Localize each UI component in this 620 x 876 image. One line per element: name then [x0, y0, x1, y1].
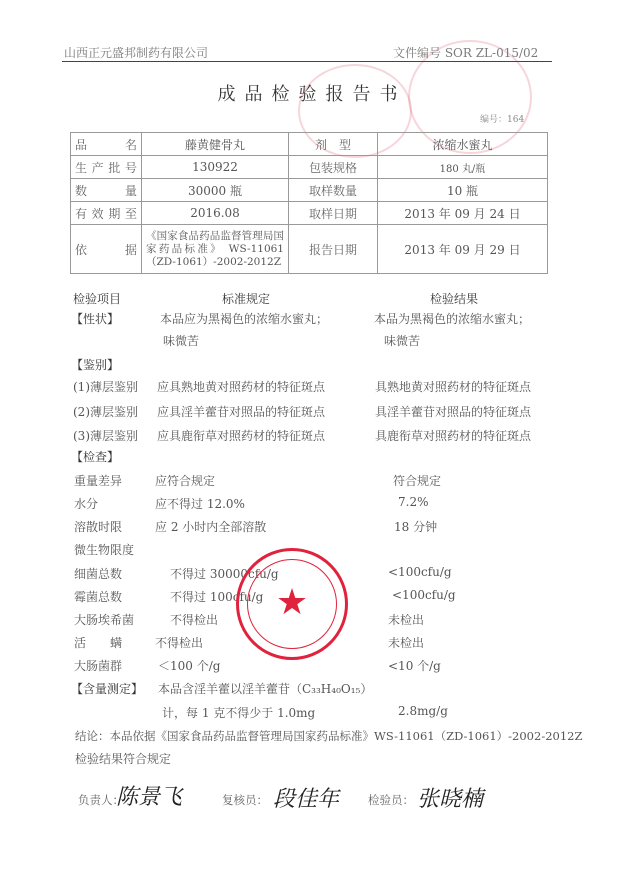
label-package-spec: 包装规格: [289, 156, 378, 179]
value-quantity: 30000 瓶: [142, 179, 289, 202]
appearance-result-line2: 味微苦: [384, 334, 421, 348]
conclusion-line1: 结论：本品依据《国家食品药品监督管理局国家药品标准》WS-11061（ZD-1061）-2002-2012Z: [75, 729, 583, 743]
identification-standard: 应具熟地黄对照药材的特征斑点: [157, 380, 326, 394]
identification-item: (3)薄层鉴别: [73, 429, 138, 443]
inspection-standard: 不得过 100cfu/g: [170, 590, 264, 604]
inspection-result: <10 个/g: [388, 659, 441, 673]
appearance-standard-line1: 本品应为黑褐色的浓缩水蜜丸；: [160, 312, 329, 326]
inspection-standard: 不得检出: [170, 613, 219, 627]
inspection-item: 溶散时限: [74, 520, 123, 534]
inspection-result: 7.2%: [398, 495, 429, 509]
label-sample-quantity: 取样数量: [289, 179, 378, 202]
inspection-result: 符合规定: [393, 474, 442, 488]
inspection-item: 细菌总数: [74, 567, 123, 581]
inspection-item: 重量差异: [74, 474, 123, 488]
label-product-name: 品 名: [71, 133, 142, 156]
value-batch-number: 130922: [142, 156, 289, 179]
assay-result: 2.8mg/g: [398, 704, 448, 718]
value-sample-quantity: 10 瓶: [378, 179, 548, 202]
section-heading-appearance: 【性状】: [71, 312, 120, 326]
reviewer-signature: 段佳年: [273, 787, 340, 812]
identification-standard: 应具淫羊藿苷对照品的特征斑点: [157, 405, 326, 419]
star-icon: ★: [275, 582, 309, 623]
table-row: [71, 179, 548, 202]
inspector-label: 检验员：: [368, 793, 414, 807]
inspection-result: 18 分钟: [394, 520, 438, 534]
table-row: [71, 225, 548, 274]
table-row: [71, 133, 548, 156]
label-report-date: 报告日期: [289, 225, 378, 274]
inspection-standard: 应符合规定: [155, 474, 216, 488]
inspection-standard: 应不得过 12.0%: [155, 497, 245, 511]
inspection-result: <100cfu/g: [388, 565, 452, 579]
report-title: 成品检验报告书: [217, 84, 407, 105]
identification-item: (1)薄层鉴别: [73, 380, 138, 394]
section-heading-inspection: 【检查】: [71, 450, 120, 464]
value-expiry: 2016.08: [142, 202, 289, 225]
inspection-item: 大肠菌群: [74, 659, 123, 673]
identification-result: 具淫羊藿苷对照品的特征斑点: [375, 405, 532, 419]
inspection-standard: ＜100 个/g: [158, 659, 221, 673]
company-name: 山西正元盛邦制药有限公司: [64, 46, 209, 60]
conclusion-line2: 检验结果符合规定: [75, 752, 172, 766]
appearance-result-line1: 本品为黑褐色的浓缩水蜜丸；: [374, 312, 531, 326]
identification-result: 具鹿衔草对照药材的特征斑点: [375, 429, 532, 443]
appearance-standard-line2: 味微苦: [163, 334, 200, 348]
inspection-result: 未检出: [388, 613, 425, 627]
label-dosage-form: 剂 型: [289, 133, 378, 156]
inspection-item: 水分: [74, 497, 99, 511]
label-expiry: 有效期至: [71, 202, 142, 225]
label-sample-date: 取样日期: [289, 202, 378, 225]
identification-standard: 应具鹿衔草对照药材的特征斑点: [157, 429, 326, 443]
value-package-spec: 180 丸/瓶: [378, 156, 548, 179]
product-info-table: [70, 132, 548, 274]
reviewer-label: 复核员：: [222, 793, 268, 807]
official-red-stamp: [236, 548, 348, 660]
document-number: 文件编号 SOR ZL-015/02: [393, 46, 539, 60]
value-product-name: 藤黄健骨丸: [142, 133, 289, 156]
identification-item: (2)薄层鉴别: [73, 405, 138, 419]
inspection-result: <100cfu/g: [392, 588, 456, 602]
table-row: [71, 202, 548, 225]
inspection-item: 活 螨: [74, 636, 123, 650]
inspection-standard: 应 2 小时内全部溶散: [155, 520, 267, 534]
inspection-item: 大肠埃希菌: [74, 613, 135, 627]
table-row: [71, 156, 548, 179]
responsible-person-label: 负责人：: [78, 793, 124, 807]
label-quantity: 数 量: [71, 179, 142, 202]
inspection-standard: 不得检出: [155, 636, 204, 650]
section-heading-identification: 【鉴别】: [71, 358, 120, 372]
label-basis: 依 据: [71, 225, 142, 274]
section-heading-assay: 【含量测定】: [71, 682, 144, 696]
inspection-item-microbial: 微生物限度: [74, 543, 135, 557]
inspector-signature: 张晓楠: [417, 787, 484, 812]
column-header-standard: 标准规定: [222, 292, 271, 306]
value-report-date: 2013 年 09 月 29 日: [378, 225, 548, 274]
column-header-result: 检验结果: [430, 292, 479, 306]
assay-standard-line2: 计，每 1 克不得少于 1.0mg: [162, 706, 316, 720]
inspection-item: 霉菌总数: [74, 590, 123, 604]
inspection-result: 未检出: [388, 636, 425, 650]
serial-number: 编号：164: [480, 115, 525, 125]
identification-result: 具熟地黄对照药材的特征斑点: [375, 380, 532, 394]
value-dosage-form: 浓缩水蜜丸: [378, 133, 548, 156]
header-divider: [62, 61, 552, 62]
value-basis: 《国家食品药品监督管理局国家药品标准》 WS-11061（ZD-1061）-2002-2012Z: [142, 225, 289, 274]
value-sample-date: 2013 年 09 月 24 日: [378, 202, 548, 225]
column-header-item: 检验项目: [73, 292, 122, 306]
inspection-standard: 不得过 30000cfu/g: [170, 567, 279, 581]
assay-standard-line1: 本品含淫羊藿以淫羊藿苷（C₃₃H₄₀O₁₅）: [158, 682, 373, 696]
responsible-person-signature: 陈景飞: [116, 785, 183, 810]
label-batch-number: 生产批号: [71, 156, 142, 179]
